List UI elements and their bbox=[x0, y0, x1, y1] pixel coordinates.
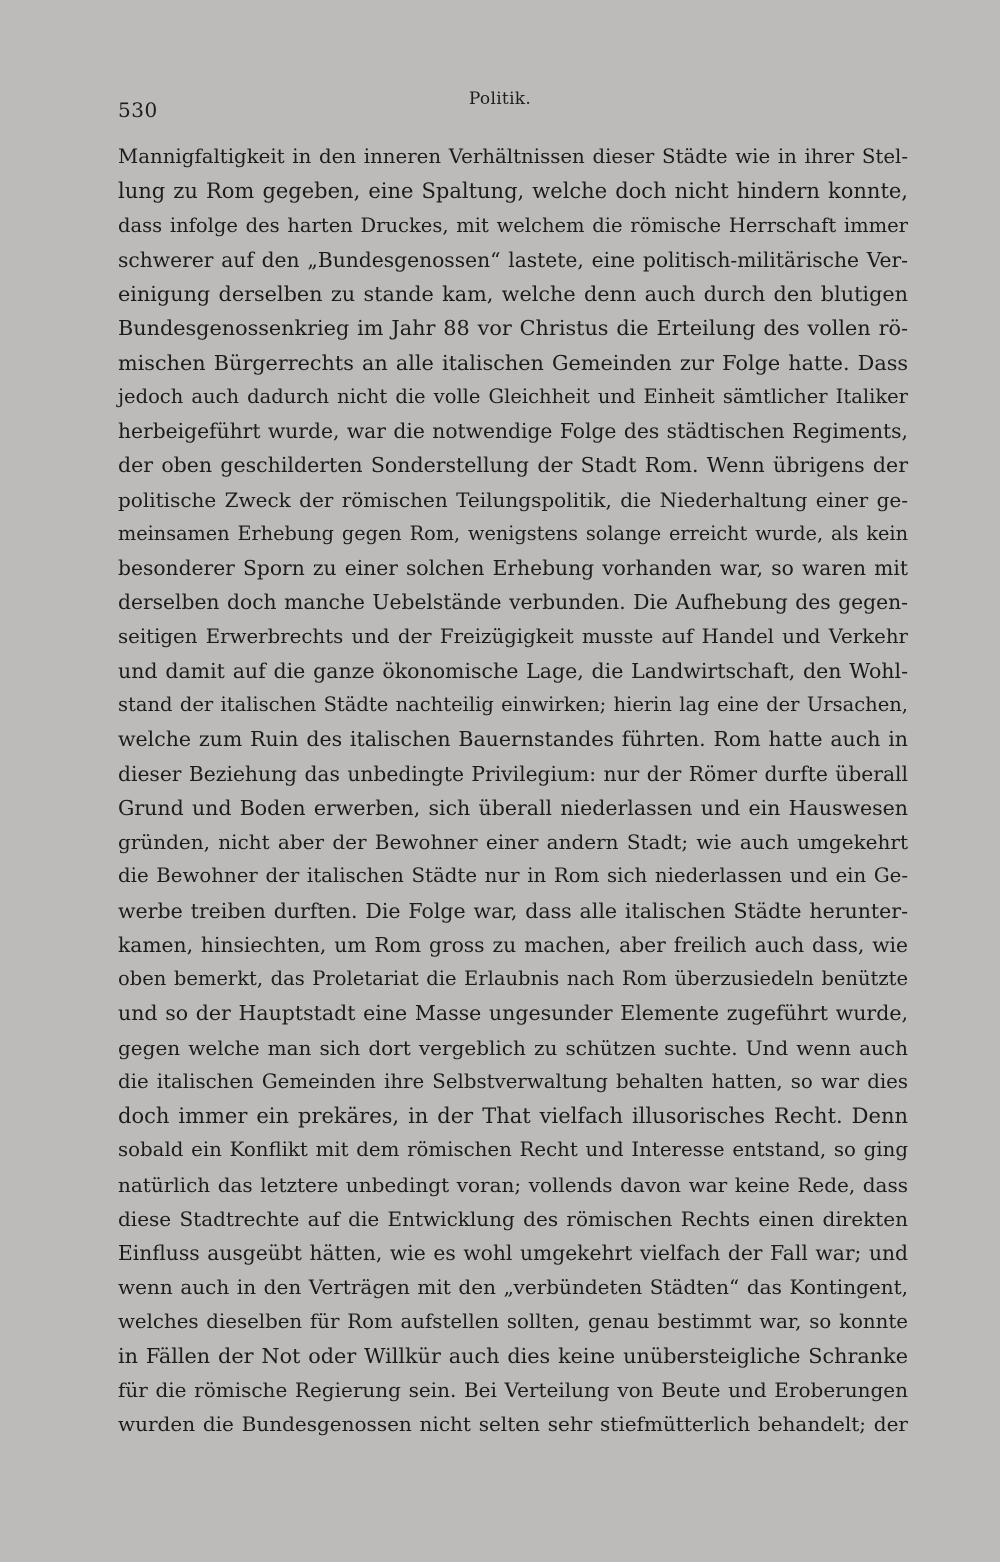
text-line: jedoch auch dadurch nicht die volle Gleichheit und Einheit sämtlicher Italiker bbox=[118, 384, 908, 408]
text-line: gegen welche man sich dort vergeblich zu schützen suchte. Und wenn auch bbox=[118, 1035, 908, 1060]
text-line: kamen, hinsiechten, um Rom gross zu machen, aber freilich auch dass, wie bbox=[118, 932, 908, 957]
text-line: Einfluss ausgeübt hätten, wie es wohl umgekehrt vielfach der Fall war; und bbox=[118, 1241, 908, 1265]
text-line: stand der italischen Städte nachteilig einwirken; hierin lag eine der Ursachen, bbox=[118, 693, 908, 716]
page-number: 530 bbox=[118, 98, 158, 122]
text-line: meinsamen Erhebung gegen Rom, wenigstens solange erreicht wurde, als kein bbox=[118, 521, 908, 545]
text-line: natürlich das letztere unbedingt voran; vollends davon war keine Rede, dass bbox=[118, 1172, 908, 1197]
text-line: sobald ein Konflikt mit dem römischen Recht und Interesse entstand, so ging bbox=[118, 1138, 908, 1162]
text-line: die italischen Gemeinden ihre Selbstverwaltung behalten hatten, so war dies bbox=[118, 1069, 908, 1093]
text-line: Bundesgenossenkrieg im Jahr 88 vor Christus die Erteilung des vollen rö- bbox=[118, 316, 908, 341]
text-line: Mannigfaltigkeit in den inneren Verhältnissen dieser Städte wie in ihrer Stel- bbox=[118, 145, 908, 168]
text-line: welches dieselben für Rom aufstellen sollten, genau bestimmt war, so konnte bbox=[118, 1309, 908, 1333]
text-line: seitigen Erwerbrechts und der Freizügigkeit musste auf Handel und Verkehr bbox=[118, 624, 908, 648]
text-line: in Fällen der Not oder Willkür auch dies keine unübersteigliche Schranke bbox=[118, 1343, 908, 1368]
text-line: lung zu Rom gegeben, eine Spaltung, welche doch nicht hindern konnte, bbox=[118, 179, 908, 204]
text-line: besonderer Sporn zu einer solchen Erhebung vorhanden war, so waren mit bbox=[118, 556, 908, 580]
text-line: Grund und Boden erwerben, sich überall niederlassen und ein Hauswesen bbox=[118, 795, 908, 820]
text-line: herbeigeführt wurde, war die notwendige Folge des städtischen Regiments, bbox=[118, 419, 908, 443]
text-line: werbe treiben durften. Die Folge war, dass alle italischen Städte herunter- bbox=[118, 898, 908, 923]
text-line: wenn auch in den Verträgen mit den „verbündeten Städten“ das Kontingent, bbox=[118, 1275, 908, 1300]
text-line: derselben doch manche Uebelstände verbunden. Die Aufhebung des gegen- bbox=[118, 590, 908, 615]
text-line: gründen, nicht aber der Bewohner einer andern Stadt; wie auch umgekehrt bbox=[118, 830, 908, 854]
text-line: dieser Beziehung das unbedingte Privilegium: nur der Römer durfte überall bbox=[118, 761, 908, 786]
text-line: und so der Hauptstadt eine Masse ungesunder Elemente zugeführt wurde, bbox=[118, 1001, 908, 1026]
text-line: politische Zweck der römischen Teilungspolitik, die Niederhaltung einer ge- bbox=[118, 487, 908, 512]
text-line: der oben geschilderten Sonderstellung der Stadt Rom. Wenn übrigens der bbox=[118, 453, 908, 478]
running-head: Politik. bbox=[468, 89, 532, 109]
text-line: welche zum Ruin des italischen Bauernstandes führten. Rom hatte auch in bbox=[118, 727, 908, 752]
text-line: diese Stadtrechte auf die Entwicklung des römischen Rechts einen direkten bbox=[118, 1206, 908, 1231]
text-line: schwerer auf den „Bundesgenossen“ lastete, eine politisch-militärische Ver- bbox=[118, 247, 908, 272]
text-line: wurden die Bundesgenossen nicht selten sehr stiefmütterlich behandelt; der bbox=[118, 1412, 908, 1437]
text-line: für die römische Regierung sein. Bei Verteilung von Beute und Eroberungen bbox=[118, 1378, 908, 1402]
text-line: und damit auf die ganze ökonomische Lage, die Landwirtschaft, den Wohl- bbox=[118, 658, 908, 683]
text-line: doch immer ein prekäres, in der That vielfach illusorisches Recht. Denn bbox=[118, 1104, 908, 1128]
text-line: einigung derselben zu stande kam, welche denn auch durch den blutigen bbox=[118, 282, 908, 306]
text-line: dass infolge des harten Druckes, mit welchem die römische Herrschaft immer bbox=[118, 213, 908, 237]
text-line: mischen Bürgerrechts an alle italischen Gemeinden zur Folge hatte. Dass bbox=[118, 350, 908, 375]
body-text bbox=[118, 140, 908, 1442]
text-line: die Bewohner der italischen Städte nur in Rom sich niederlassen und ein Ge- bbox=[118, 864, 908, 888]
text-line: oben bemerkt, das Proletariat die Erlaubnis nach Rom überzusiedeln benützte bbox=[118, 967, 908, 990]
